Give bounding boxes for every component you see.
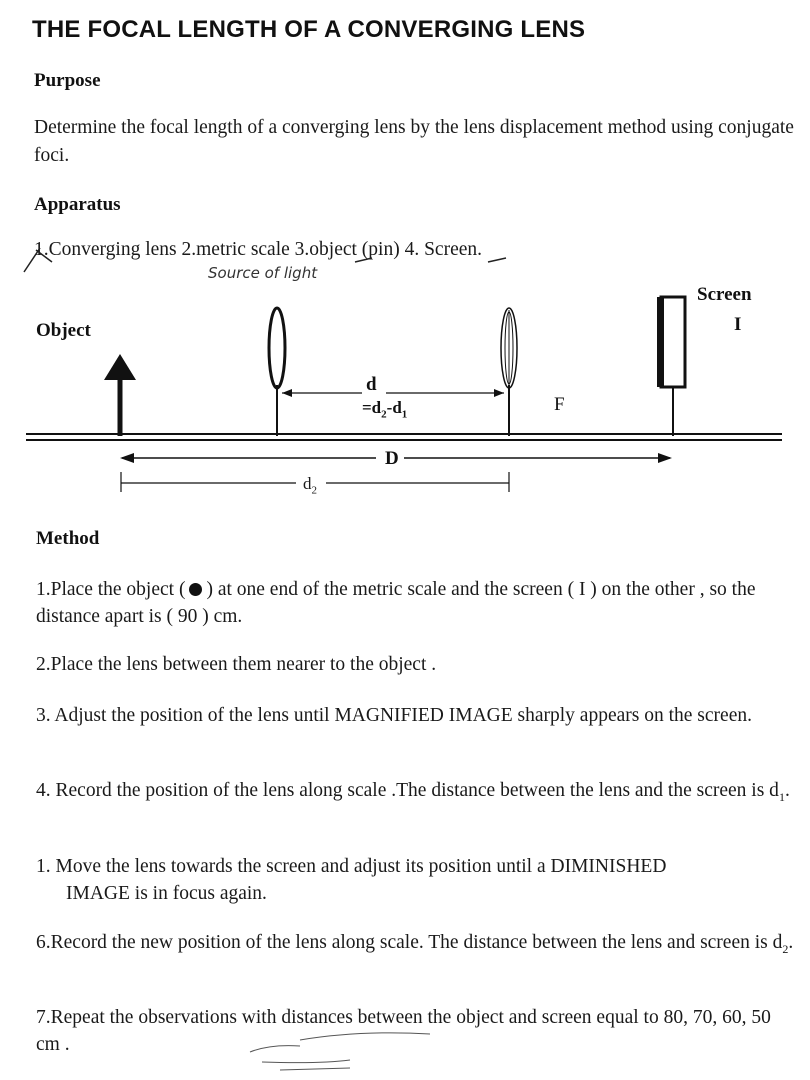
d-label: d (366, 374, 377, 395)
apparatus-heading: Apparatus (34, 194, 121, 215)
method-step-7: 7.Repeat the observations with distances between the object and screen equal to 80, 70, 60, 50 cm . (36, 1007, 771, 1055)
method-step-6: 6.Record the new position of the lens along scale. The distance between the lens and screen is $d_2$. (36, 932, 794, 956)
screen-symbol: I (734, 314, 742, 335)
screen-label: Screen (697, 284, 752, 305)
method-heading: Method (36, 528, 100, 549)
purpose-text: Determine the focal length of a converging lens by the lens displacement method using conjugate foci. (34, 117, 794, 166)
page-title: THE FOCAL LENGTH OF A CONVERGING LENS (32, 16, 586, 43)
method-step-2: 2.Place the lens between them nearer to the object . (36, 654, 437, 675)
handwritten-mark (488, 258, 506, 262)
method-step-4: 4. Record the position of the lens along scale .The distance between the lens and the screen is $d_1$. (36, 780, 790, 804)
method-step-1: 1.Place the object ( ) at one end of the metric scale and the screen ( I ) on the other , so the distance apart is ( 90 ) cm. (36, 579, 756, 627)
apparatus-text: 1.Converging lens 2.metric scale 3.object (pin) 4. Screen. (34, 239, 483, 260)
object-arrow-head (104, 354, 136, 380)
object-label: Object (36, 320, 91, 341)
method-step-3: 3. Adjust the position of the lens until MAGNIFIED IMAGE sharply appears on the screen. (36, 705, 752, 726)
lens1-icon (269, 308, 285, 388)
handwritten-mark (355, 258, 372, 262)
method-step-5: 1. Move the lens towards the screen and adjust its position until a DIMINISHED IMAGE is in focus again. (36, 856, 667, 904)
handwritten-annotation: Source of light (208, 264, 318, 282)
purpose-heading: Purpose (34, 70, 101, 91)
screen-icon (661, 297, 685, 387)
total-distance-label: D (385, 448, 399, 469)
object-dot-icon (189, 583, 202, 596)
focal-label: F (554, 394, 565, 415)
d2-label: $d_2$ (303, 474, 317, 497)
d-equation: $=d_2-d_1$ (362, 398, 408, 421)
handwritten-mark (24, 248, 52, 272)
